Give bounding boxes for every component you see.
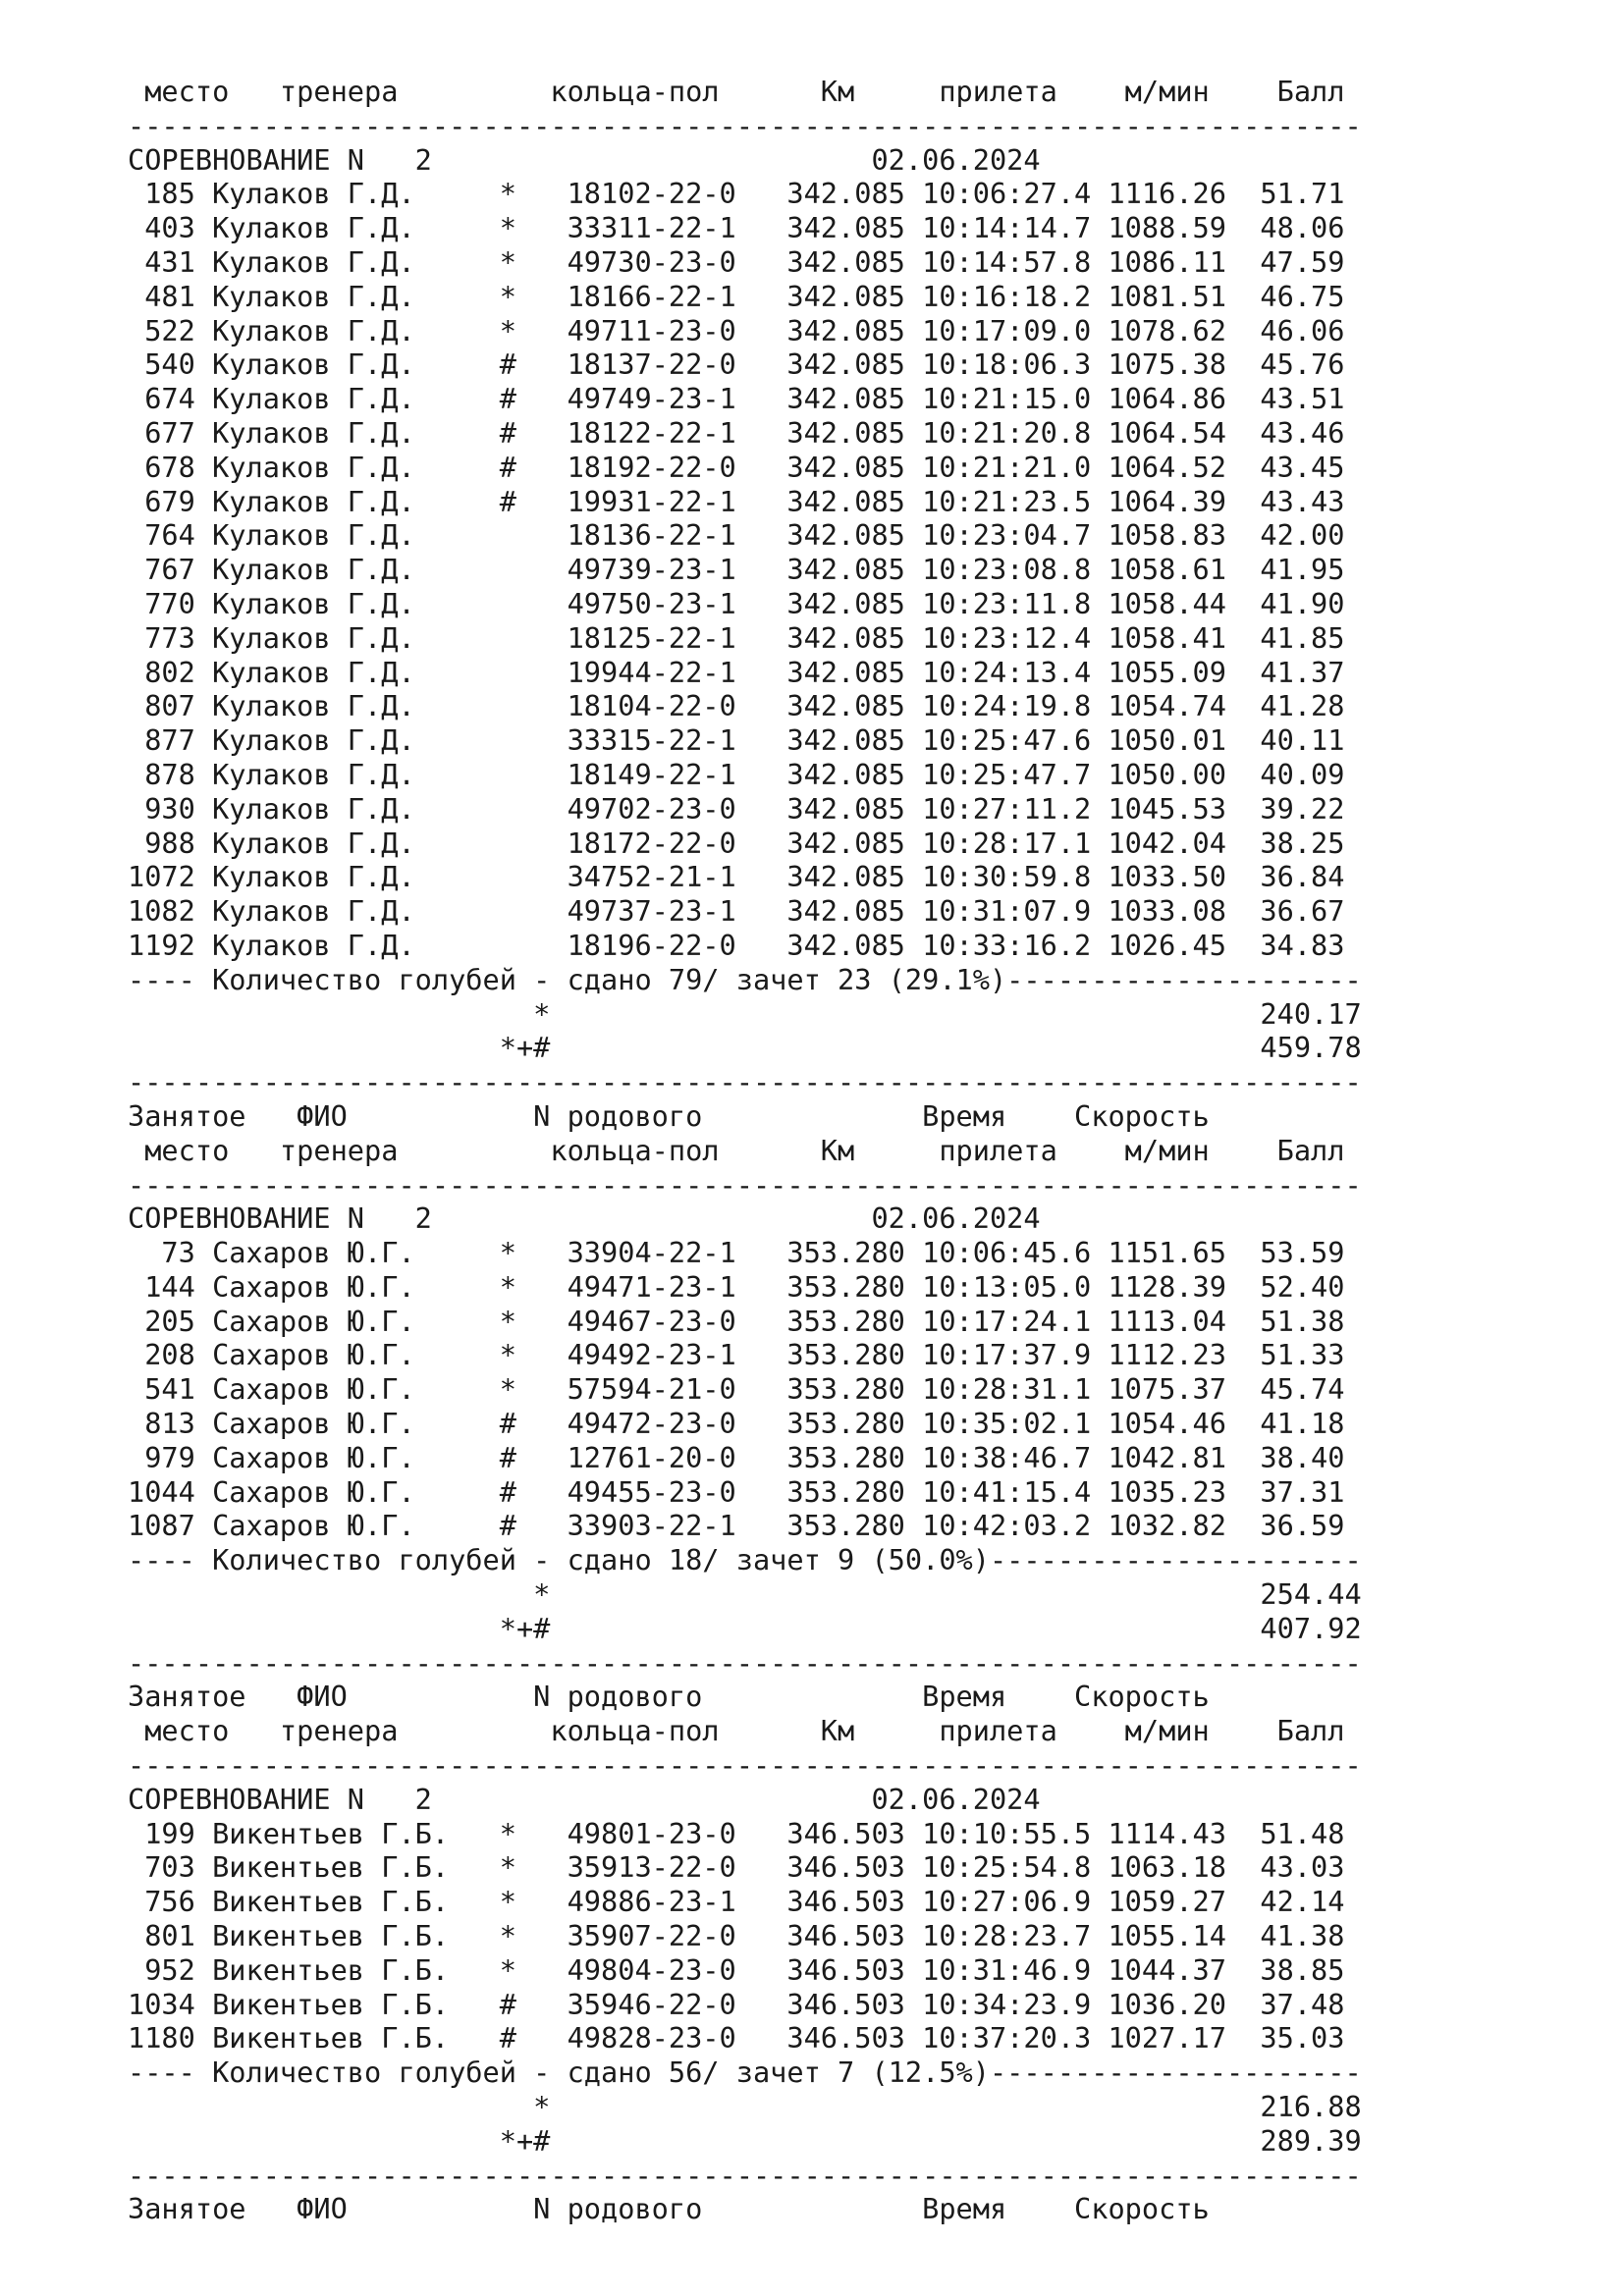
report-line: 540 Кулаков Г.Д. # 18137-22-0 342.085 10:18:06.3 1075.38 45.76 xyxy=(128,347,1345,382)
report-line: 1087 Сахаров Ю.Г. # 33903-22-1 353.280 10:42:03.2 1032.82 36.59 xyxy=(128,1509,1345,1543)
report-line: 481 Кулаков Г.Д. * 18166-22-1 342.085 10:16:18.2 1081.51 46.75 xyxy=(128,279,1345,313)
report-line: 185 Кулаков Г.Д. * 18102-22-0 342.085 10:06:27.4 1116.26 51.71 xyxy=(128,177,1345,211)
report-line: Занятое ФИО N родового Время Скорость xyxy=(128,2192,1210,2226)
report-line: 801 Викентьев Г.Б. * 35907-22-0 346.503 10:28:23.7 1055.14 41.38 xyxy=(128,1919,1345,1953)
report-line: 756 Викентьев Г.Б. * 49886-23-1 346.503 10:27:06.9 1059.27 42.14 xyxy=(128,1885,1345,1919)
report-line: 952 Викентьев Г.Б. * 49804-23-0 346.503 10:31:46.9 1044.37 38.85 xyxy=(128,1952,1345,1987)
report-line: *+# 289.39 xyxy=(128,2123,1362,2158)
report-line: ------------------------------------------------------------------------- xyxy=(128,1065,1362,1099)
report-line: 541 Сахаров Ю.Г. * 57594-21-0 353.280 10:28:31.1 1075.37 45.74 xyxy=(128,1372,1345,1407)
report-line: ------------------------------------------------------------------------- xyxy=(128,1748,1362,1783)
report-line: * 216.88 xyxy=(128,2090,1362,2124)
report-line: СОРЕВНОВАНИЕ N 2 02.06.2024 xyxy=(128,142,1041,177)
report-line: ------------------------------------------------------------------------- xyxy=(128,1167,1362,1201)
report-line: 199 Викентьев Г.Б. * 49801-23-0 346.503 10:10:55.5 1114.43 51.48 xyxy=(128,1816,1345,1850)
report-line: 773 Кулаков Г.Д. 18125-22-1 342.085 10:23:12.4 1058.41 41.85 xyxy=(128,620,1345,655)
results-report xyxy=(128,75,1362,2226)
report-line: 208 Сахаров Ю.Г. * 49492-23-1 353.280 10:17:37.9 1112.23 51.33 xyxy=(128,1338,1345,1372)
report-line: место тренера кольца-пол Км прилета м/мин Балл xyxy=(128,1714,1345,1748)
report-line: ------------------------------------------------------------------------- xyxy=(128,1645,1362,1680)
report-line: 73 Сахаров Ю.Г. * 33904-22-1 353.280 10:06:45.6 1151.65 53.59 xyxy=(128,1236,1345,1270)
report-line: 988 Кулаков Г.Д. 18172-22-0 342.085 10:28:17.1 1042.04 38.25 xyxy=(128,826,1345,860)
report-line: 677 Кулаков Г.Д. # 18122-22-1 342.085 10:21:20.8 1064.54 43.46 xyxy=(128,415,1345,450)
report-line: 877 Кулаков Г.Д. 33315-22-1 342.085 10:25:47.6 1050.01 40.11 xyxy=(128,723,1345,758)
report-line: * 254.44 xyxy=(128,1577,1362,1612)
report-line: 403 Кулаков Г.Д. * 33311-22-1 342.085 10:14:14.7 1088.59 48.06 xyxy=(128,211,1345,245)
report-line: 703 Викентьев Г.Б. * 35913-22-0 346.503 10:25:54.8 1063.18 43.03 xyxy=(128,1850,1345,1885)
report-line: ---- Количество голубей - сдано 79/ зачет 23 (29.1%)--------------------- xyxy=(128,962,1362,996)
report-line: 1192 Кулаков Г.Д. 18196-22-0 342.085 10:33:16.2 1026.45 34.83 xyxy=(128,928,1345,962)
report-line: 679 Кулаков Г.Д. # 19931-22-1 342.085 10:21:23.5 1064.39 43.43 xyxy=(128,484,1345,518)
report-line: Занятое ФИО N родового Время Скорость xyxy=(128,1680,1210,1714)
report-line: ------------------------------------------------------------------------- xyxy=(128,2158,1362,2192)
report-line: 678 Кулаков Г.Д. # 18192-22-0 342.085 10:21:21.0 1064.52 43.45 xyxy=(128,450,1345,484)
report-line: 1072 Кулаков Г.Д. 34752-21-1 342.085 10:30:59.8 1033.50 36.84 xyxy=(128,860,1345,894)
report-line: * 240.17 xyxy=(128,996,1362,1031)
report-line: 205 Сахаров Ю.Г. * 49467-23-0 353.280 10:17:24.1 1113.04 51.38 xyxy=(128,1304,1345,1338)
report-line: 1034 Викентьев Г.Б. # 35946-22-0 346.503 10:34:23.9 1036.20 37.48 xyxy=(128,1987,1345,2021)
report-line: 770 Кулаков Г.Д. 49750-23-1 342.085 10:23:11.8 1058.44 41.90 xyxy=(128,586,1345,620)
report-line: место тренера кольца-пол Км прилета м/мин Балл xyxy=(128,1133,1345,1167)
report-line: 144 Сахаров Ю.Г. * 49471-23-1 353.280 10:13:05.0 1128.39 52.40 xyxy=(128,1269,1345,1304)
report-line: ---- Количество голубей - сдано 56/ зачет 7 (12.5%)---------------------- xyxy=(128,2056,1362,2090)
report-line: место тренера кольца-пол Км прилета м/мин Балл xyxy=(128,75,1345,108)
report-line: 522 Кулаков Г.Д. * 49711-23-0 342.085 10:17:09.0 1078.62 46.06 xyxy=(128,313,1345,347)
report-line: 979 Сахаров Ю.Г. # 12761-20-0 353.280 10:38:46.7 1042.81 38.40 xyxy=(128,1440,1345,1474)
report-line: 767 Кулаков Г.Д. 49739-23-1 342.085 10:23:08.8 1058.61 41.95 xyxy=(128,553,1345,587)
report-line: СОРЕВНОВАНИЕ N 2 02.06.2024 xyxy=(128,1201,1041,1236)
report-line: 764 Кулаков Г.Д. 18136-22-1 342.085 10:23:04.7 1058.83 42.00 xyxy=(128,518,1345,553)
report-line: 431 Кулаков Г.Д. * 49730-23-0 342.085 10:14:57.8 1086.11 47.59 xyxy=(128,244,1345,279)
report-line: 802 Кулаков Г.Д. 19944-22-1 342.085 10:24:13.4 1055.09 41.37 xyxy=(128,655,1345,689)
report-line: Занятое ФИО N родового Время Скорость xyxy=(128,1098,1210,1133)
report-line: 1082 Кулаков Г.Д. 49737-23-1 342.085 10:31:07.9 1033.08 36.67 xyxy=(128,894,1345,929)
report-line: 1044 Сахаров Ю.Г. # 49455-23-0 353.280 10:41:15.4 1035.23 37.31 xyxy=(128,1474,1345,1509)
report-line: 878 Кулаков Г.Д. 18149-22-1 342.085 10:25:47.7 1050.00 40.09 xyxy=(128,757,1345,791)
report-line: 807 Кулаков Г.Д. 18104-22-0 342.085 10:24:19.8 1054.74 41.28 xyxy=(128,689,1345,723)
report-line: *+# 407.92 xyxy=(128,1611,1362,1645)
report-line: 1180 Викентьев Г.Б. # 49828-23-0 346.503 10:37:20.3 1027.17 35.03 xyxy=(128,2021,1345,2056)
report-line: *+# 459.78 xyxy=(128,1031,1362,1065)
report-line: 813 Сахаров Ю.Г. # 49472-23-0 353.280 10:35:02.1 1054.46 41.18 xyxy=(128,1407,1345,1441)
report-line: 930 Кулаков Г.Д. 49702-23-0 342.085 10:27:11.2 1045.53 39.22 xyxy=(128,791,1345,826)
report-line: 674 Кулаков Г.Д. # 49749-23-1 342.085 10:21:15.0 1064.86 43.51 xyxy=(128,382,1345,416)
report-line: СОРЕВНОВАНИЕ N 2 02.06.2024 xyxy=(128,1782,1041,1816)
report-line: ------------------------------------------------------------------------- xyxy=(128,108,1362,142)
report-line: ---- Количество голубей - сдано 18/ зачет 9 (50.0%)---------------------- xyxy=(128,1543,1362,1577)
